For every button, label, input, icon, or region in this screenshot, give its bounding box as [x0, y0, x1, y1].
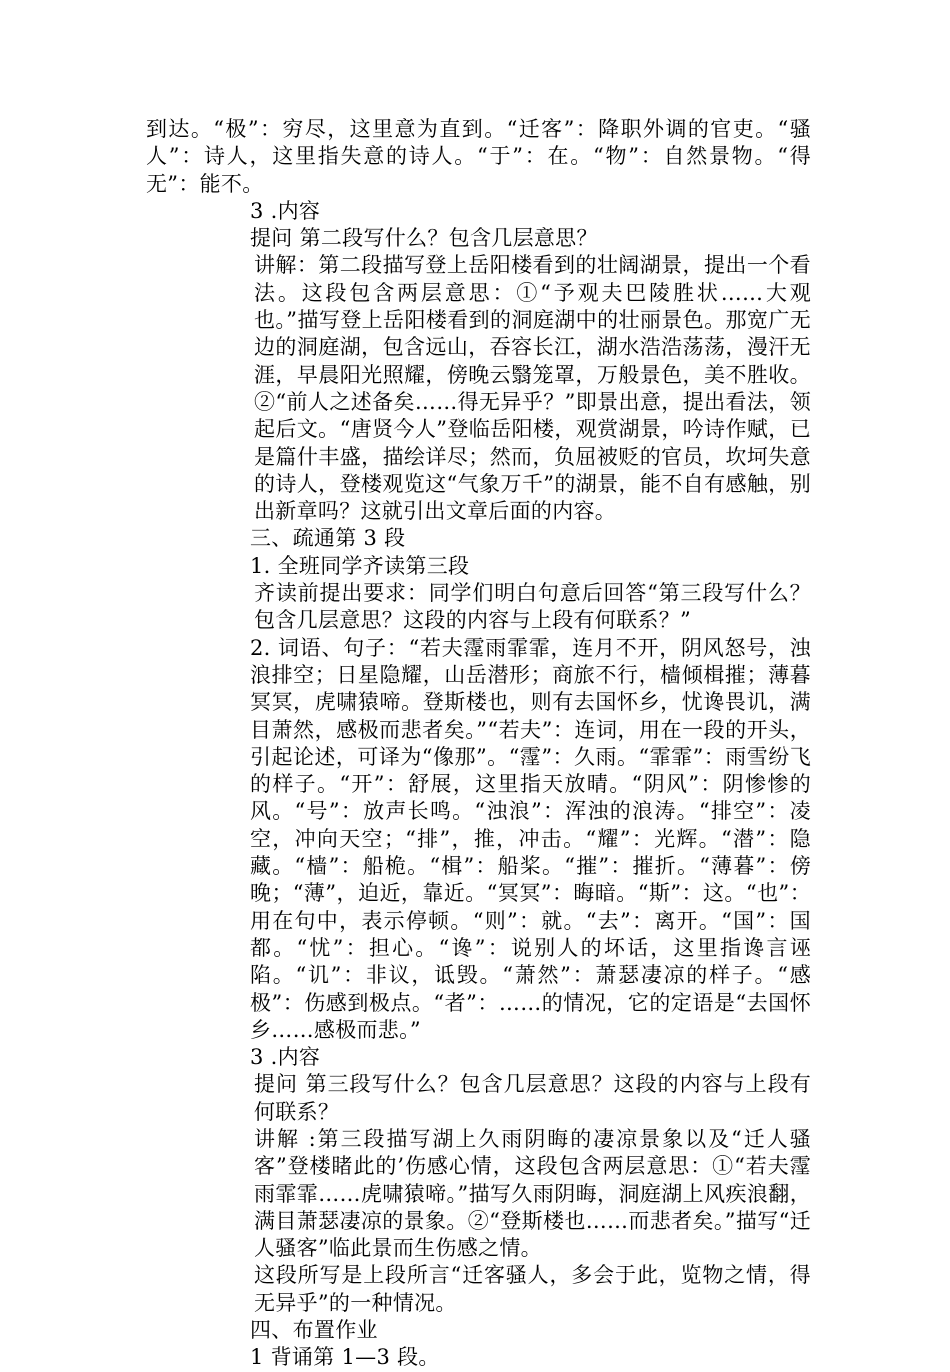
- document-body: [146, 116, 811, 1372]
- explanation-paragraph-2: 讲解：第二段描写登上岳阳楼看到的壮阔湖景，提出一个看法。这段包含两层意思：①“予观夫巴陵胜状……大观也。”描写登上岳阳楼看到的洞庭湖中的壮丽景色。那宽广无边的洞庭湖，包含远山，吞容长江，湖水浩浩荡荡，漫汗无涯，早晨阳光照耀，傍晚云翳笼罩，万般景色，美不胜收。②“前人之述备矣……得无异乎？”即景出意，提出看法，领起后文。“唐贤今人”登临岳阳楼，观赏湖景，吟诗作赋，已是篇什丰盛，描绘详尽；然而，负屈被贬的官员，坎坷失意的诗人，登楼观览这“气象万千”的湖景，能不自有感触，别出新章吗？这就引出文章后面的内容。: [254, 253, 811, 524]
- homework-item-1: 1 背诵第 1—3 段。: [250, 1345, 440, 1370]
- vocabulary-paragraph-3: 2. 词语、句子：“若夫霪雨霏霏，连月不开，阴风怒号，浊浪排空；日星隐耀，山岳潜形；商旅不行，樯倾楫摧；薄暮冥冥，虎啸猿啼。登斯楼也，则有去国怀乡，忧谗畏讥，满目萧然，感极而悲者矣。”“若夫”：连词，用在一段的开头，引起论述，可译为“像那”。“霪”：久雨。“霏霏”：雨雪纷飞的样子。“开”：舒展，这里指天放晴。“阴风”：阴惨惨的风。“号”：放声长鸣。“浊浪”：浑浊的浪涛。“排空”：凌空，冲向天空；“排”，推，冲击。“耀”：光辉。“潜”：隐藏。“樯”：船桅。“楫”：船桨。“摧”：摧折。“薄暮”：傍晚；“薄”，迫近，靠近。“冥冥”：晦暗。“斯”：这。“也”：用在句中，表示停顿。“则”：就。“去”：离开。“国”：国都。“忧”：担心。“谗”：说别人的坏话，这里指谗言诬陷。“讥”：非议，诋毁。“萧然”：萧瑟凄凉的样子。“感极”：伤感到极点。“者”：……的情况，它的定语是“去国怀乡……感极而悲。”: [250, 635, 811, 1042]
- section-heading-3: 三、疏通第 3 段: [250, 526, 406, 551]
- question-paragraph-2: 提问 第二段写什么？包含几层意思？: [250, 226, 598, 251]
- question-paragraph-3: 提问 第三段写什么？包含几层意思？这段的内容与上段有何联系？: [254, 1072, 811, 1124]
- heading-content-3: 3 .内容: [250, 1045, 321, 1070]
- heading-content-2: 3 .内容: [250, 198, 321, 223]
- section-heading-homework: 四、布置作业: [250, 1318, 378, 1343]
- summary-paragraph-3: 这段所写是上段所言“迁客骚人，多会于此，览物之情，得无异乎”的一种情况。: [254, 1263, 811, 1315]
- explanation-paragraph-3: 讲解 :第三段描写湖上久雨阴晦的凄凉景象以及“迁人骚客”登楼睹此的’伤感心情，这段包含两层意思：①“若夫霪雨霏霏……虎啸猿啼。”描写久雨阴晦，洞庭湖上风疾浪翻，满目萧瑟凄凉的景象。②“登斯楼也……而悲者矣。”描写“迁人骚客”临此景而生伤感之情。: [254, 1126, 811, 1261]
- paragraph-definitions-continued: 到达。“极”：穷尽，这里意为直到。“迁客”：降职外调的官吏。“骚人”：诗人，这里指失意的诗人。“于”：在。“物”：自然景物。“得无”：能不。: [146, 117, 811, 196]
- read-requirement: 齐读前提出要求：同学们明白句意后回答“第三段写什么？包含几层意思？这段的内容与上段有何联系？”: [254, 581, 811, 633]
- step-read-aloud: 1. 全班同学齐读第三段: [250, 553, 470, 578]
